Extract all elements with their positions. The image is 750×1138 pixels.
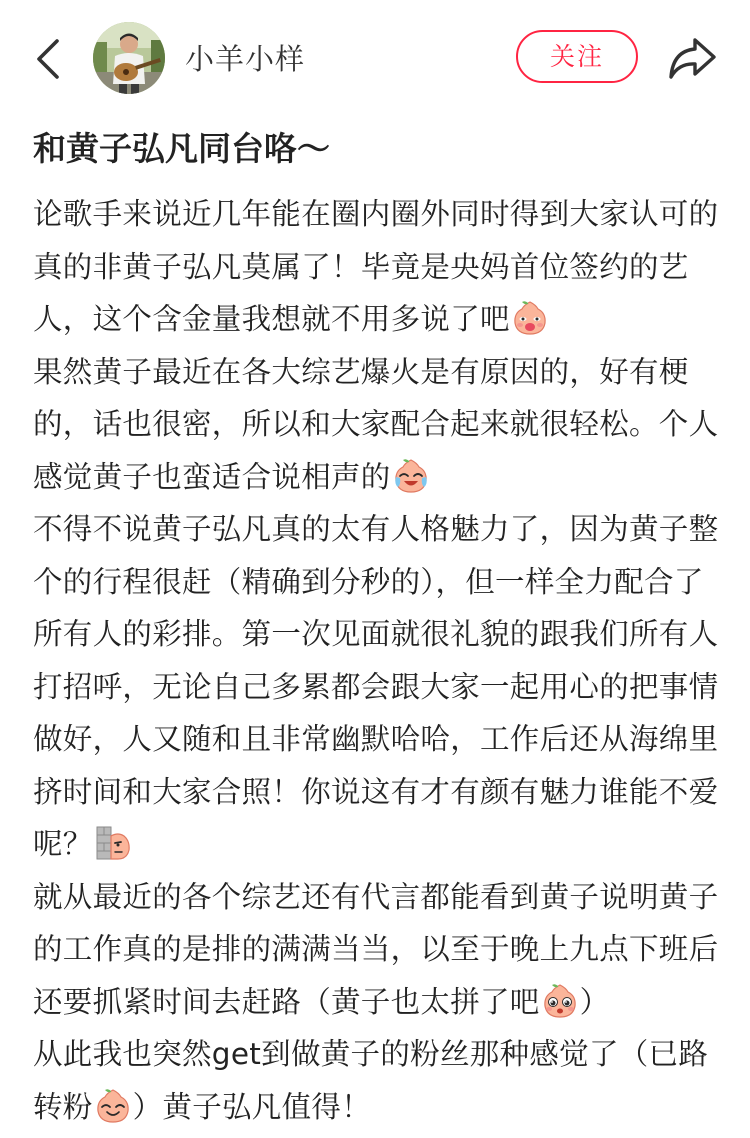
- note-header: [0, 0, 750, 118]
- share-button[interactable]: [666, 34, 718, 82]
- laugh-cry-peach-emoji-icon: [392, 457, 430, 495]
- paragraph: [33, 503, 723, 871]
- paragraph-trailing-text: ）: [579, 984, 610, 1019]
- back-button[interactable]: [28, 36, 72, 82]
- paragraph: [33, 346, 723, 504]
- paragraph-text: 不得不说黄子弘凡真的太有人格魅力了，因为黄子整个的行程很赶（精确到分秒的），但一样全力配合了所有人的彩排。第一次见面就很礼貌的跟我们所有人打招呼，无论自己多累都会跟大家一起用心的把事情做好，人又随和且非常幽默哈哈，工作后还从海绵里挤时间和大家合照！你说这有才有颜有魅力谁能不爱呢？: [33, 512, 719, 861]
- paragraph: [33, 188, 723, 346]
- happy-peach-emoji-icon: [94, 1087, 132, 1125]
- paragraph-trailing-text: ）黄子弘凡值得！: [132, 1089, 372, 1124]
- paragraph-text: 果然黄子最近在各大综艺爆火是有原因的，好有梗的，话也很密，所以和大家配合起来就很轻松。个人感觉黄子也蛮适合说相声的: [33, 354, 719, 494]
- shy-peach-emoji-icon: [511, 299, 549, 337]
- share-arrow-icon: [666, 34, 718, 82]
- note-title: 和黄子弘凡同台咯～: [33, 129, 330, 168]
- paragraph-text: 论歌手来说近几年能在圈内圈外同时得到大家认可的真的非黄子弘凡莫属了！毕竟是央妈首位签约的艺人，这个含金量我想就不用多说了吧: [33, 197, 719, 336]
- follow-button[interactable]: 关注: [516, 30, 638, 83]
- author-avatar[interactable]: [93, 22, 165, 94]
- avatar-image: [93, 22, 165, 94]
- note-body: [33, 188, 723, 1133]
- teary-peach-emoji-icon: [541, 982, 579, 1020]
- paragraph-text: 就从最近的各个综艺还有代言都能看到黄子说明黄子的工作真的是排的满满当当，以至于晚上九点下班后还要抓紧时间去赶路（黄子也太拼了吧: [33, 879, 719, 1019]
- author-name[interactable]: 小羊小样: [185, 42, 306, 76]
- paragraph: [33, 871, 723, 1029]
- paragraph-text: 从此我也突然get到做黄子的粉丝那种感觉了（已路转粉: [33, 1037, 709, 1124]
- wall-peek-peach-emoji-icon: [94, 824, 132, 862]
- chevron-left-icon: [28, 36, 72, 82]
- paragraph: [33, 1028, 723, 1133]
